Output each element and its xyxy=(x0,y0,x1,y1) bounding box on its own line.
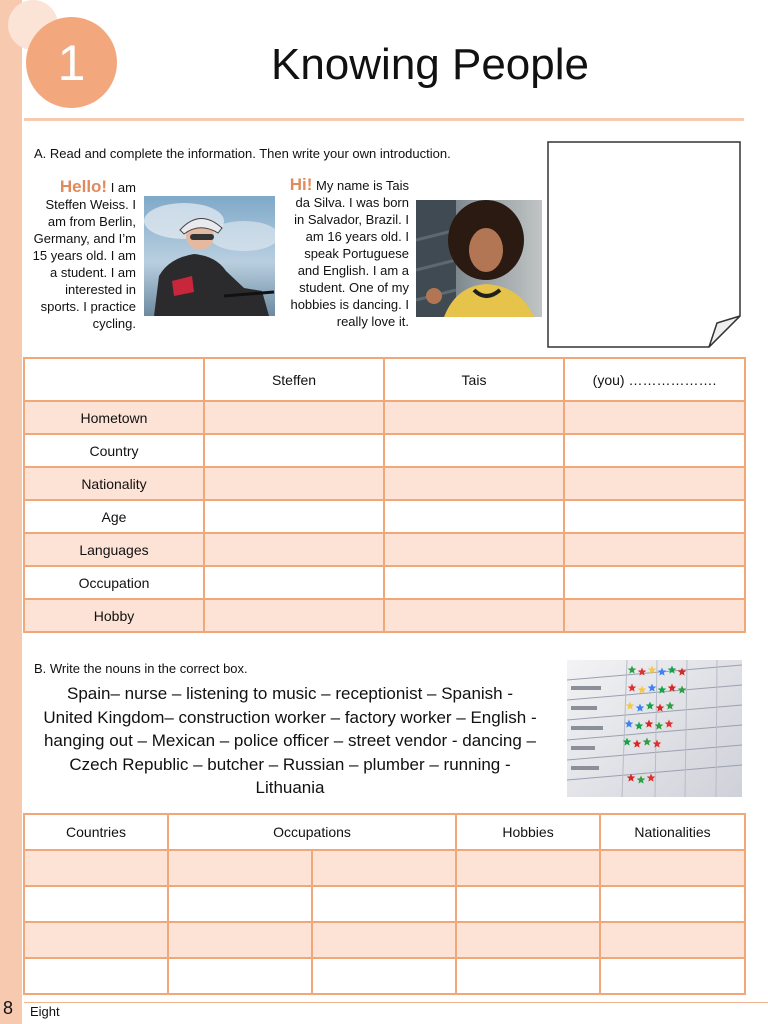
page-number-word: Eight xyxy=(30,1004,60,1019)
nouns-cell[interactable] xyxy=(312,850,456,886)
nouns-cell[interactable] xyxy=(600,886,745,922)
info-row-label: Hobby xyxy=(24,599,204,632)
star-sticker-icon xyxy=(628,666,637,674)
word-bank-line: Spain– nurse – listening to music – receptionist – Spanish - xyxy=(66,684,514,703)
page-title: Knowing People xyxy=(270,40,589,89)
nouns-cell[interactable] xyxy=(168,886,312,922)
tais-photo xyxy=(416,200,542,317)
nouns-cell[interactable] xyxy=(312,922,456,958)
star-sticker-icon xyxy=(665,720,674,728)
info-cell[interactable] xyxy=(384,500,564,533)
star-sticker-icon xyxy=(626,702,635,710)
nouns-header-nationalities: Nationalities xyxy=(600,814,745,850)
info-cell[interactable] xyxy=(564,401,745,434)
star-sticker-icon xyxy=(678,668,687,676)
nouns-cell[interactable] xyxy=(24,922,168,958)
info-cell[interactable] xyxy=(204,434,384,467)
star-sticker-icon xyxy=(646,702,655,710)
info-header-steffen: Steffen xyxy=(204,358,384,401)
star-sticker-icon xyxy=(658,668,667,676)
tais-greeting: Hi! xyxy=(289,175,313,194)
nouns-cell[interactable] xyxy=(168,958,312,994)
page-number: 8 xyxy=(3,998,14,1018)
info-row-label: Hometown xyxy=(24,401,204,434)
star-sticker-icon xyxy=(653,740,662,748)
cyclist-photo xyxy=(144,196,275,316)
nouns-cell[interactable] xyxy=(600,922,745,958)
introduction-note xyxy=(547,141,741,348)
info-header-tais: Tais xyxy=(384,358,564,401)
nouns-cell[interactable] xyxy=(456,850,600,886)
word-bank-line: hanging out – Mexican – police officer – street vendor - dancing – xyxy=(43,731,537,750)
word-bank-line: United Kingdom– construction worker – factory worker – English - xyxy=(43,707,537,727)
star-sticker-icon xyxy=(636,704,645,712)
info-cell[interactable] xyxy=(564,500,745,533)
star-sticker-icon xyxy=(635,722,644,730)
nouns-cell[interactable] xyxy=(312,958,456,994)
section-b-instruction: B. Write the nouns in the correct box. xyxy=(34,661,248,676)
info-cell[interactable] xyxy=(204,500,384,533)
info-cell[interactable] xyxy=(384,566,564,599)
steffen-bio xyxy=(24,178,136,332)
nouns-table xyxy=(23,813,746,995)
info-cell[interactable] xyxy=(384,467,564,500)
nouns-cell[interactable] xyxy=(24,958,168,994)
unit-number: 1 xyxy=(57,34,86,91)
info-cell[interactable] xyxy=(564,467,745,500)
star-sticker-icon xyxy=(638,668,647,676)
info-row-label: Nationality xyxy=(24,467,204,500)
star-sticker-icon xyxy=(625,720,634,728)
nouns-header-countries: Countries xyxy=(24,814,168,850)
nouns-cell[interactable] xyxy=(168,850,312,886)
nouns-header-occupations: Occupations xyxy=(168,814,456,850)
star-sticker-icon xyxy=(637,776,646,784)
tais-bio xyxy=(284,176,409,330)
nouns-cell[interactable] xyxy=(24,886,168,922)
nouns-cell[interactable] xyxy=(168,922,312,958)
info-cell[interactable] xyxy=(384,401,564,434)
chart-stickers-photo xyxy=(567,660,742,797)
info-cell[interactable] xyxy=(204,401,384,434)
steffen-greeting: Hello! xyxy=(59,177,108,196)
info-cell[interactable] xyxy=(564,434,745,467)
info-header-blank xyxy=(24,358,204,401)
info-cell[interactable] xyxy=(384,434,564,467)
info-header-you: (you) ………………. xyxy=(564,358,745,401)
nouns-cell[interactable] xyxy=(600,958,745,994)
steffen-text: I am Steffen Weiss. I am from Berlin, Germany, and I’m 15 years old. I am a student. I am interested in sports. I practice cycling. xyxy=(32,180,136,331)
nouns-cell[interactable] xyxy=(24,850,168,886)
word-bank-line: Lithuania xyxy=(255,778,325,797)
star-sticker-icon xyxy=(645,720,654,728)
word-bank-line: Czech Republic – butcher – Russian – plumber – running - xyxy=(69,754,511,774)
title-divider xyxy=(24,118,744,121)
star-sticker-icon xyxy=(648,684,657,692)
word-bank xyxy=(30,682,550,800)
info-cell[interactable] xyxy=(204,566,384,599)
star-sticker-icon xyxy=(628,684,637,692)
nouns-cell[interactable] xyxy=(600,850,745,886)
side-strip xyxy=(0,0,22,1024)
info-cell[interactable] xyxy=(384,599,564,632)
nouns-header-hobbies: Hobbies xyxy=(456,814,600,850)
star-sticker-icon xyxy=(643,738,652,746)
info-cell[interactable] xyxy=(384,533,564,566)
star-sticker-icon xyxy=(638,686,647,694)
star-sticker-icon xyxy=(647,774,656,782)
unit-badge xyxy=(26,17,117,108)
info-cell[interactable] xyxy=(564,599,745,632)
info-cell[interactable] xyxy=(204,599,384,632)
nouns-cell[interactable] xyxy=(456,886,600,922)
star-sticker-icon xyxy=(678,686,687,694)
info-row-label: Occupation xyxy=(24,566,204,599)
section-a-instruction: A. Read and complete the information. Then write your own introduction. xyxy=(34,146,451,161)
nouns-cell[interactable] xyxy=(456,922,600,958)
footer-divider xyxy=(24,1002,768,1003)
star-sticker-icon xyxy=(668,666,677,674)
info-cell[interactable] xyxy=(204,533,384,566)
star-sticker-icon xyxy=(633,740,642,748)
info-cell[interactable] xyxy=(564,566,745,599)
star-sticker-icon xyxy=(656,704,665,712)
info-table xyxy=(23,357,746,633)
info-row-label: Languages xyxy=(24,533,204,566)
info-cell[interactable] xyxy=(564,533,745,566)
tais-text: My name is Tais da Silva. I was born in Salvador, Brazil. I am 16 years old. I speak Portuguese and English. I am a student. One of my hobbies is dancing. I really love it. xyxy=(290,178,409,329)
info-cell[interactable] xyxy=(204,467,384,500)
info-row-label: Country xyxy=(24,434,204,467)
nouns-cell[interactable] xyxy=(312,886,456,922)
info-row-label: Age xyxy=(24,500,204,533)
star-sticker-icon xyxy=(666,702,675,710)
nouns-cell[interactable] xyxy=(456,958,600,994)
